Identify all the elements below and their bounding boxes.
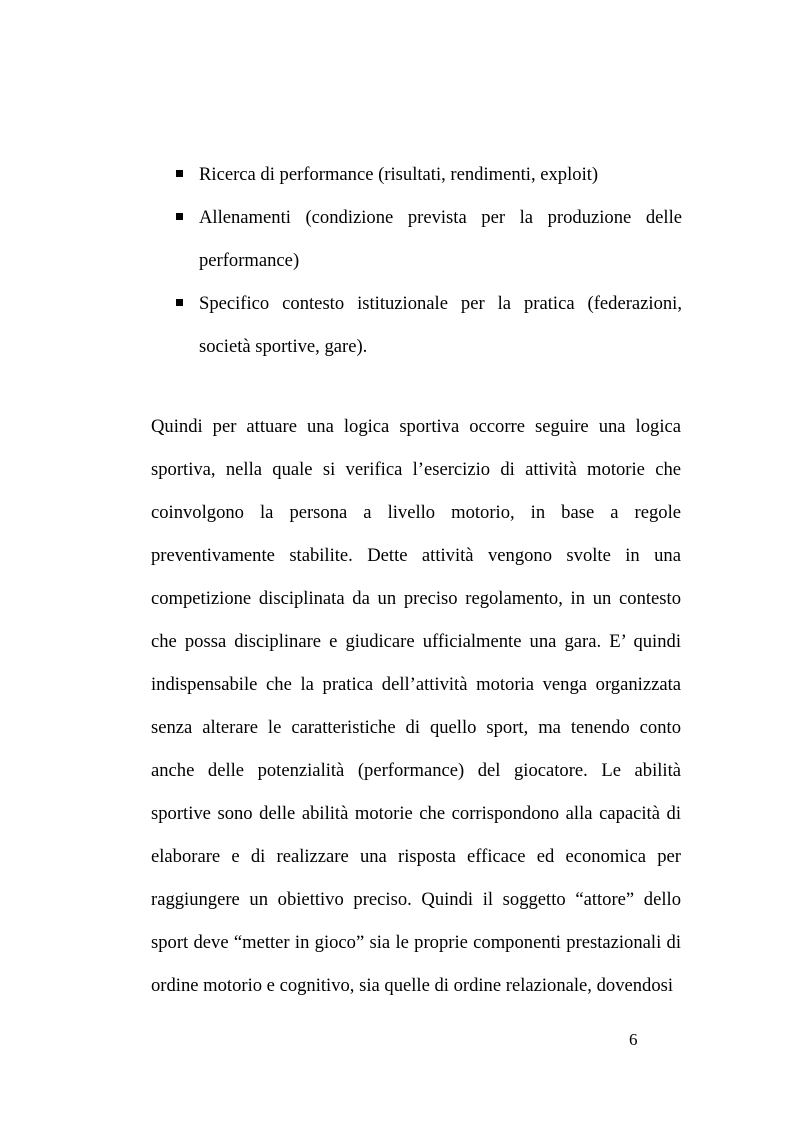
bullet-text: Specifico contesto istituzionale per la pratica (federazioni, società sportive, gare). [199, 293, 682, 357]
square-bullet-icon [176, 213, 183, 220]
page-number: 6 [629, 1030, 638, 1049]
bullet-item [176, 282, 682, 368]
body-paragraph: Quindi per attuare una logica sportiva occorre seguire una logica sportiva, nella quale si verifica l’esercizio di attività motorie che coinvolgono la persona a livello motorio, in base a regole preventivamente stabilite. Dette attività vengono svolte in una competizione disciplinata da un preciso regolamento, in un contesto che possa disciplinare e giudicare ufficialmente una gara. E’ quindi indispensabile che la pratica dell’attività motoria venga organizzata senza alterare le caratteristiche di quello sport, ma tenendo conto anche delle potenzialità (performance) del giocatore. Le abilità sportive sono delle abilità motorie che corrispondono alla capacità di elaborare e di realizzare una risposta efficace ed economica per raggiungere un obiettivo preciso. Quindi il soggetto “attore” dello sport deve “metter in gioco” sia le proprie componenti prestazionali di ordine motorio e cognitivo, sia quelle di ordine relazionale, dovendosi [151, 416, 681, 996]
bullet-item [176, 196, 682, 282]
square-bullet-icon [176, 299, 183, 306]
bullet-list [176, 153, 682, 368]
bullet-text: Allenamenti (condizione prevista per la produzione delle performance) [199, 207, 682, 271]
bullet-text: Ricerca di performance (risultati, rendimenti, exploit) [199, 164, 599, 185]
bullet-item [176, 153, 682, 196]
square-bullet-icon [176, 170, 183, 177]
